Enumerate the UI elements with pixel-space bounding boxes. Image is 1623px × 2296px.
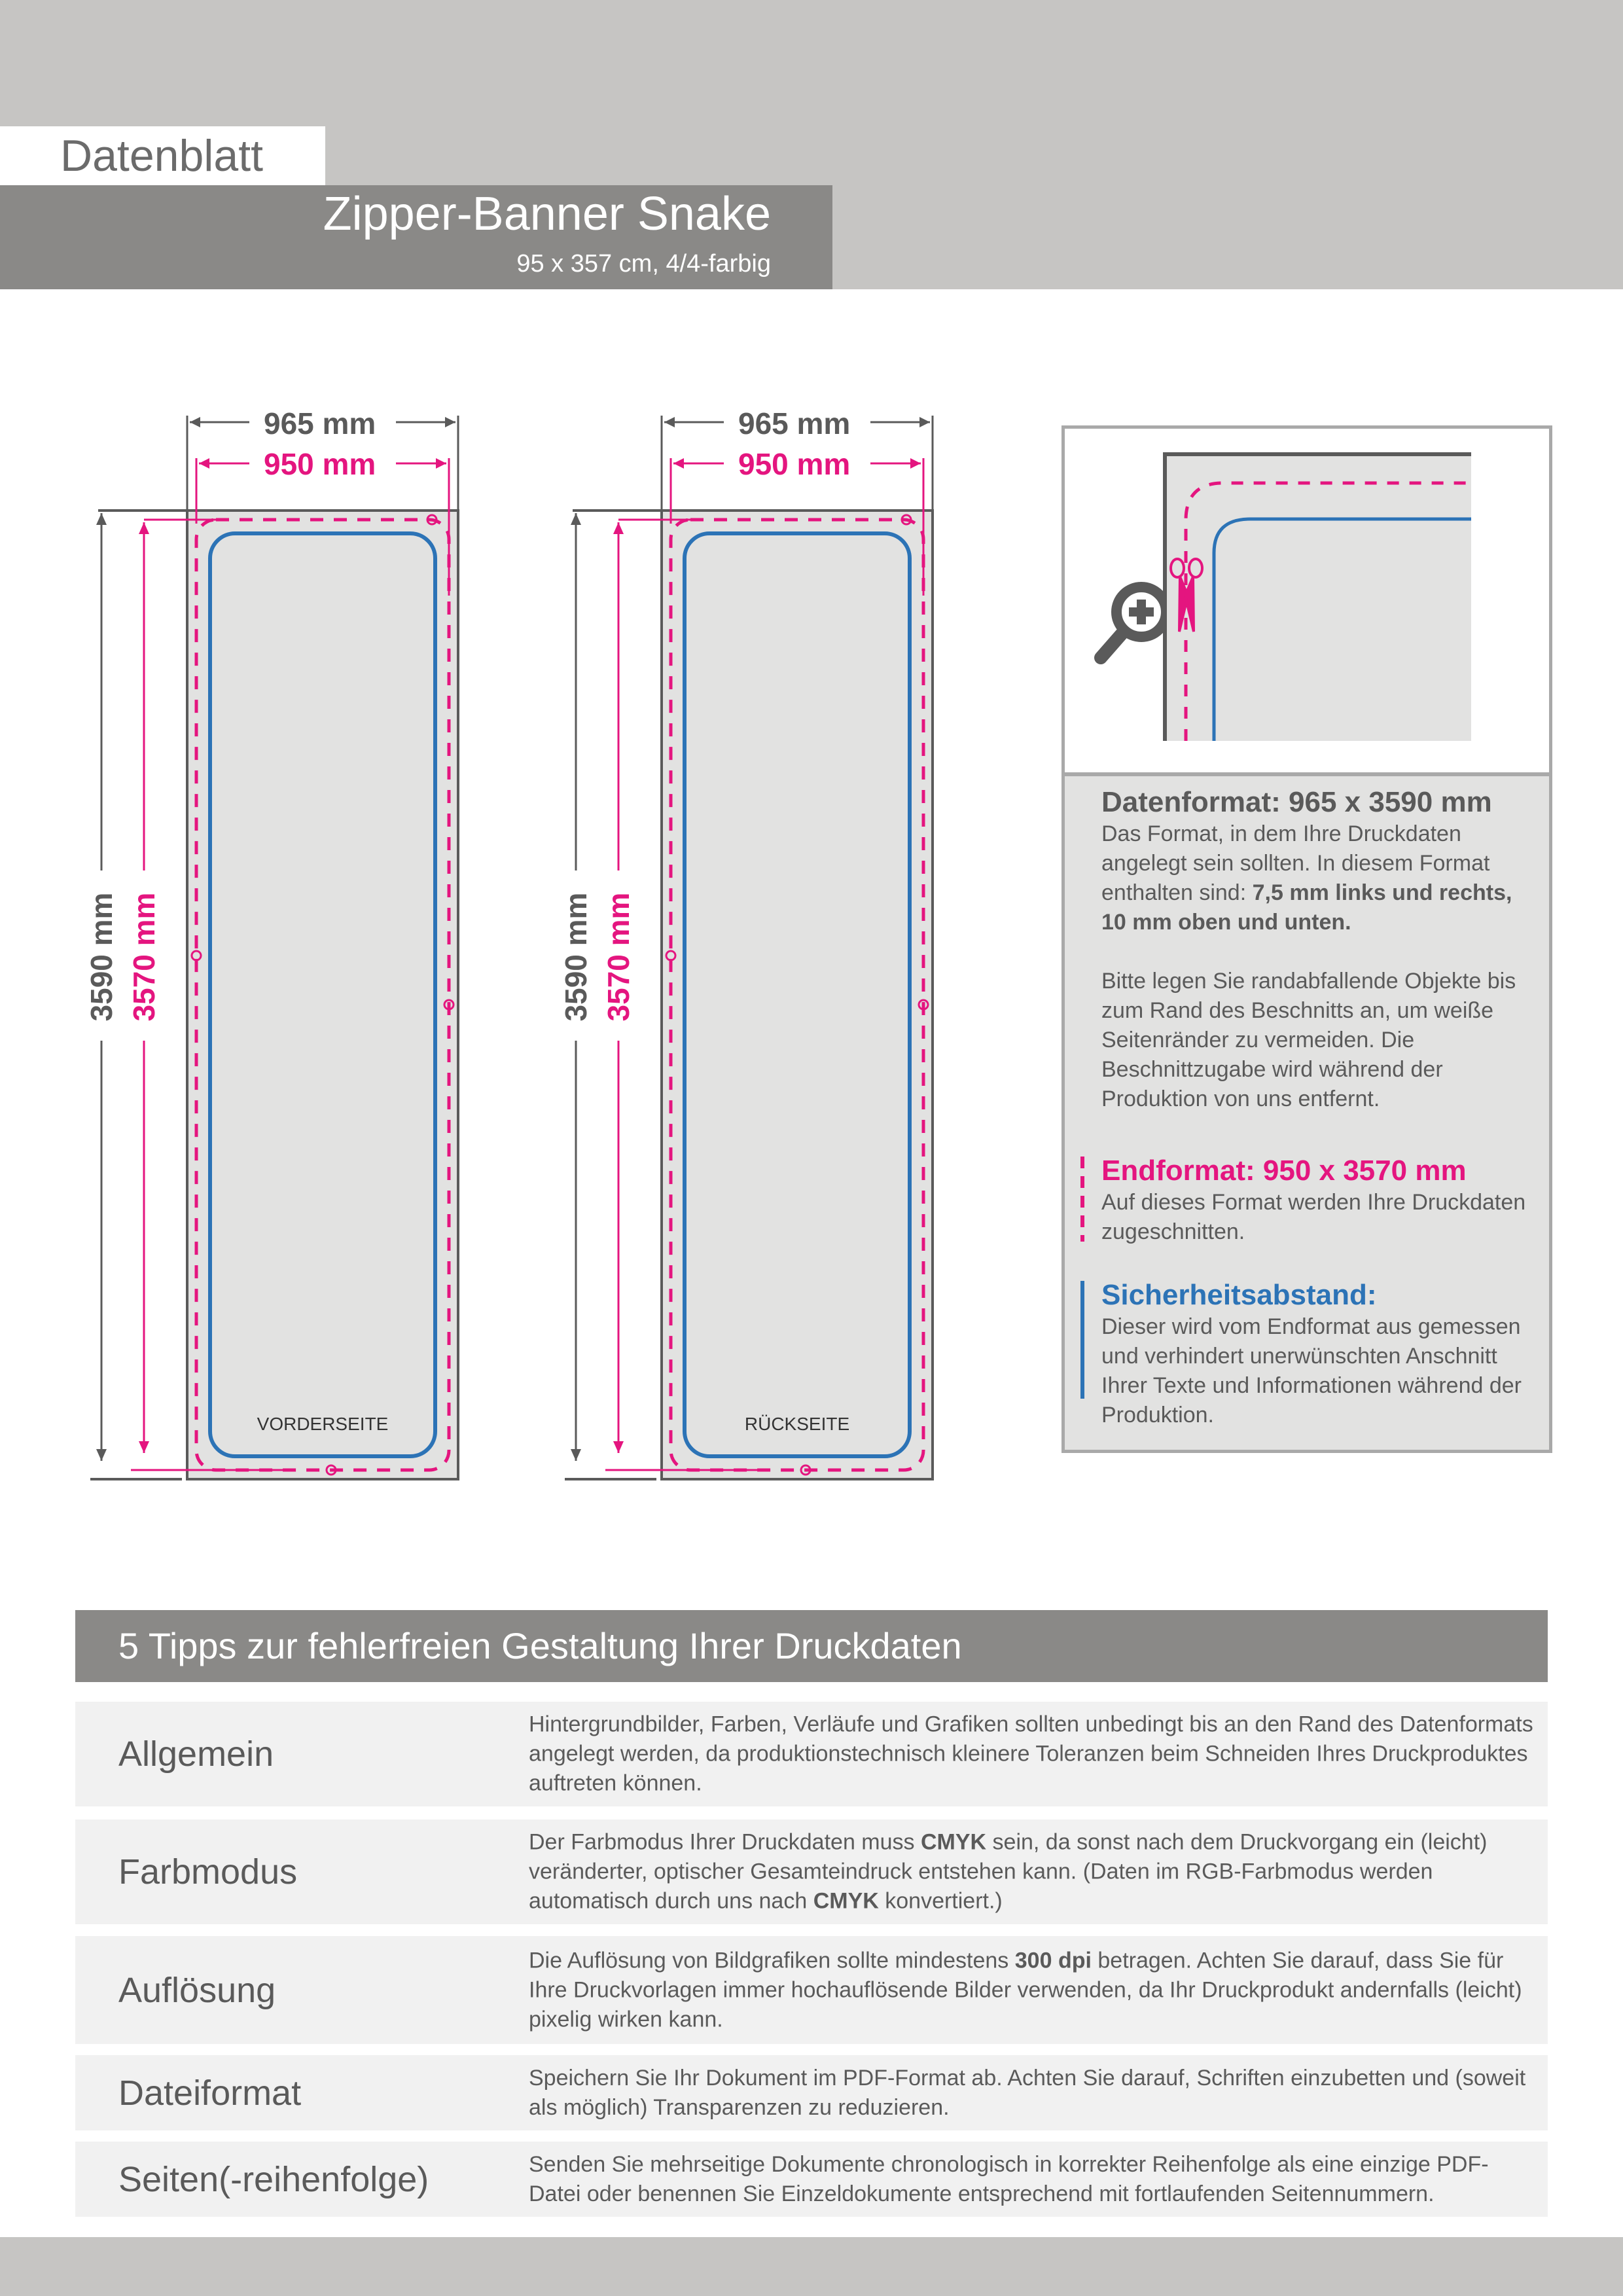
arrowhead bbox=[96, 513, 107, 525]
arrowhead bbox=[139, 1441, 149, 1453]
tip-row bbox=[75, 1702, 1548, 1806]
footer-band bbox=[0, 2237, 1623, 2296]
tip-label: Seiten(-reihenfolge) bbox=[118, 2159, 429, 2199]
tip-text-part: betragen. Achten Sie darauf, dass Sie für Ihre Druckvorlagen immer hochauflösende Bilder verwenden, da Ihr Druckprodukt andernfalls (leicht) pixelig wirken kann. bbox=[529, 1948, 1522, 2032]
tip-text-part: konvertiert.) bbox=[878, 1888, 1003, 1914]
endformat-dashed-marker bbox=[1080, 1157, 1084, 1242]
bleed-area bbox=[662, 511, 933, 1479]
arrowhead bbox=[664, 417, 675, 427]
arrowhead bbox=[613, 1441, 624, 1453]
width-data-label: 965 mm bbox=[738, 406, 851, 440]
tip-text-part: Speichern Sie Ihr Dokument im PDF-Format ab. Achten Sie darauf, Schriften einzubetten und (soweit als möglich) Transparenzen zu reduzieren. bbox=[529, 2065, 1526, 2120]
tip-label: Allgemein bbox=[118, 1734, 274, 1774]
zoom-detail-panel bbox=[1065, 429, 1549, 776]
tip-label: Auflösung bbox=[118, 1970, 276, 2010]
tip-text bbox=[529, 1710, 1535, 1799]
bleed-area bbox=[187, 511, 458, 1479]
diagram-front bbox=[79, 393, 537, 1492]
tip-text-part: Senden Sie mehrseitige Dokumente chronologisch in korrekter Reihenfolge als eine einzige PDF-Datei oder benennen Sie Einzeldokumente entsprechend mit fortlaufenden Seitennummern. bbox=[529, 2151, 1489, 2206]
datenformat-text-bold: 7,5 mm links und rechts, 10 mm oben und unten. bbox=[1101, 880, 1512, 935]
arrowhead bbox=[919, 417, 930, 427]
tip-text-bold: 300 dpi bbox=[1014, 1948, 1092, 1973]
datenformat-section bbox=[1101, 785, 1536, 1114]
height-final-label: 3570 mm bbox=[127, 892, 161, 1022]
width-final-label: 950 mm bbox=[264, 447, 376, 481]
tip-row bbox=[75, 2142, 1548, 2217]
tip-row bbox=[75, 2055, 1548, 2130]
height-data-label: 3590 mm bbox=[84, 892, 118, 1022]
product-subtitle: 95 x 357 cm, 4/4-farbig bbox=[516, 250, 771, 278]
width-final-label: 950 mm bbox=[738, 447, 851, 481]
tip-text-part: sein, da sonst nach dem Druckvorgang ein (leicht) veränderter, optischer Gesamteindruck entstehen kann. (Daten im RGB-Farbmodus werden automatisch durch uns nach bbox=[529, 1829, 1488, 1914]
endformat-text: Auf dieses Format werden Ihre Druckdaten zugeschnitten. bbox=[1101, 1190, 1526, 1244]
arrowhead bbox=[613, 522, 624, 534]
tip-text bbox=[529, 2150, 1535, 2209]
datenformat-text bbox=[1101, 819, 1536, 937]
tip-text-part: Hintergrundbilder, Farben, Verläufe und Grafiken sollten unbedingt bis an den Rand des Datenformats angelegt werden, da produktionstechnisch kleinere Toleranzen beim Schneiden Ihres Druckproduktes auftreten können. bbox=[529, 1712, 1533, 1796]
datenformat-title: Datenformat: 965 x 3590 mm bbox=[1101, 786, 1492, 818]
datenformat-text-2: Bitte legen Sie randabfallende Objekte bis zum Rand des Beschnitts an, um weiße Seitenränder zu vermeiden. Die Beschnittzugabe wird während der Produktion von uns entfernt. bbox=[1101, 969, 1516, 1111]
diagram-back bbox=[553, 393, 1011, 1492]
tips-header bbox=[75, 1610, 1548, 1682]
arrowhead bbox=[190, 417, 200, 427]
width-data-label: 965 mm bbox=[264, 406, 376, 440]
tip-row bbox=[75, 1936, 1548, 2044]
tip-text-bold: CMYK bbox=[920, 1829, 987, 1855]
zoom-detail-graphic bbox=[1065, 429, 1549, 772]
arrowhead bbox=[571, 1449, 581, 1461]
endformat-section bbox=[1101, 1154, 1536, 1247]
arrowhead bbox=[96, 1449, 107, 1461]
tip-text bbox=[529, 1828, 1535, 1916]
tips-title: 5 Tipps zur fehlerfreien Gestaltung Ihrer Druckdaten bbox=[118, 1625, 962, 1666]
tip-label: Farbmodus bbox=[118, 1852, 298, 1892]
bleed-corner bbox=[1164, 453, 1471, 741]
safety-title: Sicherheitsabstand: bbox=[1101, 1279, 1377, 1311]
tip-text bbox=[529, 2064, 1535, 2123]
height-data-label: 3590 mm bbox=[559, 892, 593, 1022]
arrowhead bbox=[436, 458, 446, 469]
arrowhead bbox=[139, 522, 149, 534]
tip-text-part: Die Auflösung von Bildgrafiken sollte mindestens bbox=[529, 1948, 1015, 1973]
tip-text-part: Der Farbmodus Ihrer Druckdaten muss bbox=[529, 1829, 921, 1855]
datenformat-text-1: Das Format, in dem Ihre Druckdaten angelegt sein sollten. In diesem Format enthalten sind: bbox=[1101, 821, 1490, 905]
height-final-label: 3570 mm bbox=[601, 892, 635, 1022]
arrowhead bbox=[445, 417, 455, 427]
datasheet-title: Datenblatt bbox=[60, 131, 263, 181]
tip-label: Dateiformat bbox=[118, 2073, 302, 2113]
arrowhead bbox=[910, 458, 921, 469]
safety-text: Dieser wird vom Endformat aus gemessen und verhindert unerwünschten Anschnitt Ihrer Texte und Informationen während der Produktion. bbox=[1101, 1314, 1522, 1427]
zoom-in-icon bbox=[1101, 587, 1166, 658]
info-box bbox=[1061, 425, 1552, 1453]
safety-marker bbox=[1080, 1281, 1084, 1399]
arrowhead bbox=[199, 458, 209, 469]
safety-section bbox=[1101, 1278, 1536, 1430]
arrowhead bbox=[571, 513, 581, 525]
side-label: VORDERSEITE bbox=[257, 1414, 389, 1434]
tip-text bbox=[529, 1946, 1535, 2034]
arrowhead bbox=[673, 458, 684, 469]
endformat-title: Endformat: 950 x 3570 mm bbox=[1101, 1155, 1467, 1187]
tip-row bbox=[75, 1820, 1548, 1924]
tip-text-bold: CMYK bbox=[813, 1888, 879, 1914]
side-label: RÜCKSEITE bbox=[744, 1414, 850, 1434]
product-title: Zipper-Banner Snake bbox=[323, 188, 771, 240]
